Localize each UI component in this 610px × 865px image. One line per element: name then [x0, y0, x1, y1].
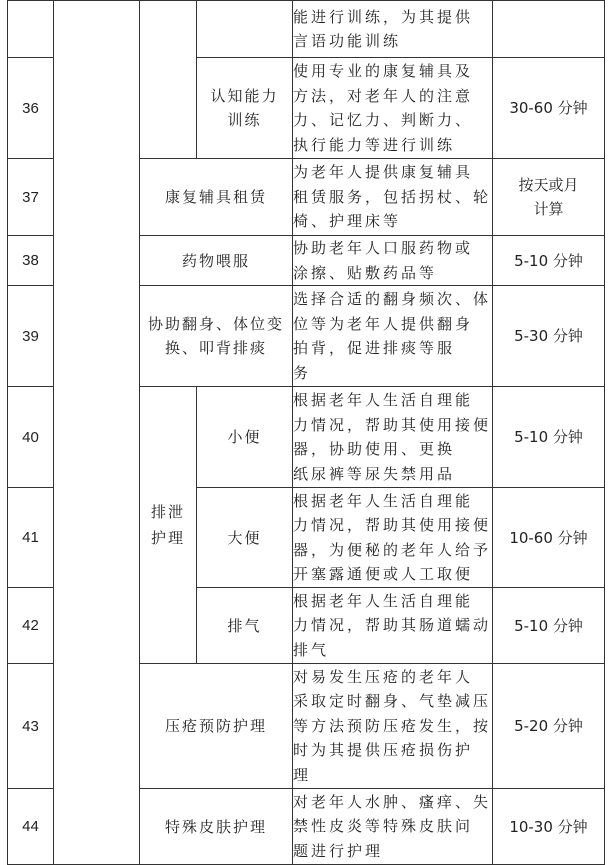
table-row [8, 1, 605, 58]
service-description: 选择合适的翻身频次、体 位等为老年人提供翻身 拍背，促进排痰等服 务 [293, 286, 493, 387]
item-name: 排气 [197, 588, 293, 664]
excretion-care-group: 排泄 护理 [140, 387, 197, 664]
item-name: 认知能力 训练 [197, 58, 293, 159]
row-number: 41 [8, 488, 54, 588]
row-number: 39 [8, 286, 54, 387]
service-duration: 5-10 分钟 [493, 588, 605, 664]
service-description: 能进行训练，为其提供 言语功能训练 [293, 1, 493, 58]
group-cell [140, 1, 197, 159]
service-description: 根据老年人生活自理能 力情况，帮助其肠道蠕动 排气 [293, 588, 493, 664]
service-description: 使用专业的康复辅具及 方法，对老年人的注意 力、记忆力、判断力、 执行能力等进行训练 [293, 58, 493, 159]
service-duration: 5-30 分钟 [493, 286, 605, 387]
service-duration: 30-60 分钟 [493, 58, 605, 159]
service-description: 根据老年人生活自理能 力情况，帮助其使用接便 器，为便秘的老年人给予 开塞露通便或人工取便 [293, 488, 493, 588]
service-name: 协助翻身、体位变 换、叩背排痰 [140, 286, 293, 387]
row-number: 42 [8, 588, 54, 664]
service-duration: 10-60 分钟 [493, 488, 605, 588]
item-cell [197, 1, 293, 58]
service-name: 压疮预防护理 [140, 664, 293, 789]
service-description: 为老年人提供康复辅具 租赁服务，包括拐杖、轮 椅、护理床等 [293, 159, 493, 236]
row-number: 38 [8, 236, 54, 286]
service-name: 康复辅具租赁 [140, 159, 293, 236]
item-name: 小便 [197, 387, 293, 488]
service-name: 药物喂服 [140, 236, 293, 286]
service-description: 协助老年人口服药物或 涂擦、贴敷药品等 [293, 236, 493, 286]
service-table [7, 0, 605, 865]
row-number: 43 [8, 664, 54, 789]
service-name: 特殊皮肤护理 [140, 789, 293, 865]
service-duration: 按天或月 计算 [493, 159, 605, 236]
service-description: 对老年人水肿、瘙痒、失 禁性皮炎等特殊皮肤问 题进行护理 [293, 789, 493, 865]
row-number: 36 [8, 58, 54, 159]
service-duration: 5-10 分钟 [493, 236, 605, 286]
row-number: 37 [8, 159, 54, 236]
row-number: 44 [8, 789, 54, 865]
category-cell [54, 1, 140, 865]
service-duration: 5-20 分钟 [493, 664, 605, 789]
service-duration [493, 1, 605, 58]
service-duration: 5-10 分钟 [493, 387, 605, 488]
row-number: 40 [8, 387, 54, 488]
service-description: 根据老年人生活自理能 力情况，帮助其使用接便 器，协助使用、更换 纸尿裤等尿失禁用品 [293, 387, 493, 488]
service-description: 对易发生压疮的老年人 采取定时翻身、气垫减压 等方法预防压疮发生，按 时为其提供压疮损伤护 理 [293, 664, 493, 789]
item-name: 大便 [197, 488, 293, 588]
service-duration: 10-30 分钟 [493, 789, 605, 865]
row-number [8, 1, 54, 58]
